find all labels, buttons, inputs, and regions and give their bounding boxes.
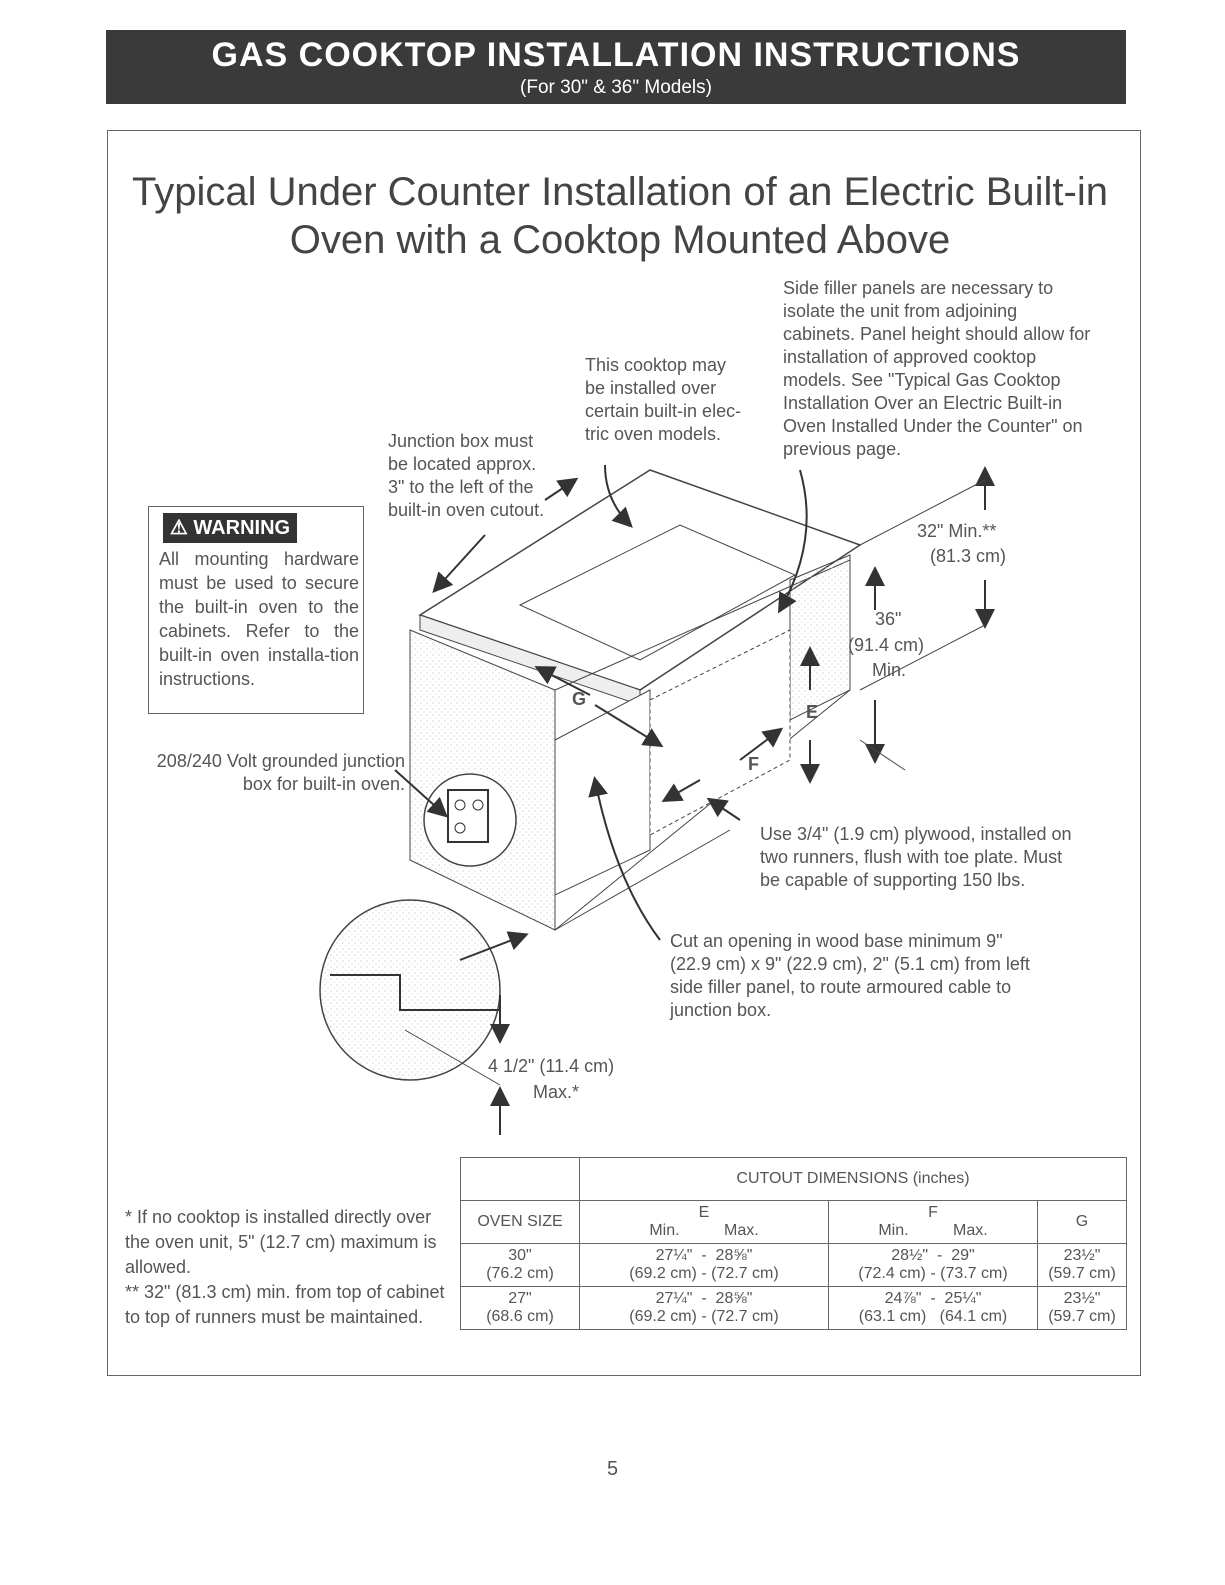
col-e: E Min. Max. [580, 1201, 829, 1244]
plywood-note: Use 3/4" (1.9 cm) plywood, installed on two runners, flush with toe plate. Must be capable of supporting 150 lbs. [760, 824, 1072, 890]
title-line-1: Typical Under Counter Installation of an Electric Built-in [131, 170, 1108, 214]
opening-note: Cut an opening in wood base minimum 9" (22.9 cm) x 9" (22.9 cm), 2" (5.1 cm) from left side filler panel, to route armoured cable to junction box. [670, 931, 1030, 1020]
dim-36-min-label: Min. [872, 660, 907, 680]
dim-32-label: 32" Min.** [917, 521, 997, 541]
footnote-2: ** 32" (81.3 cm) min. from top of cabinet to top of runners must be maintained. [125, 1282, 445, 1327]
footnote-1: * If no cooktop is installed directly over the oven unit, 5" (12.7 cm) maximum is allowed. [125, 1207, 437, 1277]
warning-text: All mounting hardware must be used to secure the built-in oven to the cabinets. Refer to the built-in oven installa-tion instructions. [159, 549, 359, 689]
warning-badge-label: WARNING [193, 517, 291, 539]
side-filler-note: Side filler panels are necessary to isolate the unit from adjoining cabinets. Panel height should allow for installation of approved cooktop models. See "Typical Gas Cooktop Installation Over an Electric Built-in Oven Installed Under the Counter" on previous page. [783, 278, 1091, 459]
table-corner [461, 1158, 580, 1201]
banner-subtitle: (For 30" & 36" Models) [520, 77, 712, 98]
junction-box-detail [424, 774, 516, 866]
cooktop-may-note: This cooktop may be installed over certain built-in elec-tric oven models. [585, 355, 742, 444]
dim-36-label: 36" [875, 609, 902, 629]
col-oven-size: OVEN SIZE [461, 1201, 580, 1244]
cutout-dimensions-table [460, 1157, 1127, 1330]
dim-36-cm-label: (91.4 cm) [848, 635, 925, 655]
table-row: 30" (76.2 cm) 27¼" - 28⅝" (69.2 cm) - (72.7 cm) 28½" - 29" (72.4 cm) - (73.7 cm) 23½" (59.7 cm) [461, 1244, 1127, 1287]
footnotes [125, 1205, 445, 1330]
junction-box-note: Junction box must be located approx. 3" to the left of the built-in oven cutout. [388, 431, 545, 520]
dim-45-label: 4 1/2" (11.4 cm) [488, 1056, 615, 1076]
banner-title: GAS COOKTOP INSTALLATION INSTRUCTIONS [211, 36, 1021, 74]
col-f: F Min. Max. [829, 1201, 1038, 1244]
dim-45-max-label: Max.* [533, 1082, 580, 1102]
letter-e: E [806, 702, 819, 722]
table-row: 27" (68.6 cm) 27¼" - 28⅝" (69.2 cm) - (72.7 cm) 24⅞" - 25¼" (63.1 cm) (64.1 cm) 23½" (59.7 cm) [461, 1287, 1127, 1330]
col-g: G [1038, 1201, 1127, 1244]
letter-f: F [748, 754, 759, 774]
title-line-2: Oven with a Cooktop Mounted Above [289, 218, 951, 262]
grounded-box-note: 208/240 Volt grounded junction box for built-in oven. [156, 751, 405, 794]
dim-32-cm-label: (81.3 cm) [930, 546, 1007, 566]
table-caption: CUTOUT DIMENSIONS (inches) [580, 1158, 1127, 1201]
warning-triangle-icon: ⚠ [169, 517, 188, 539]
letter-g: G [572, 689, 587, 709]
page-number: 5 [606, 1458, 619, 1480]
toe-detail [320, 900, 500, 1080]
